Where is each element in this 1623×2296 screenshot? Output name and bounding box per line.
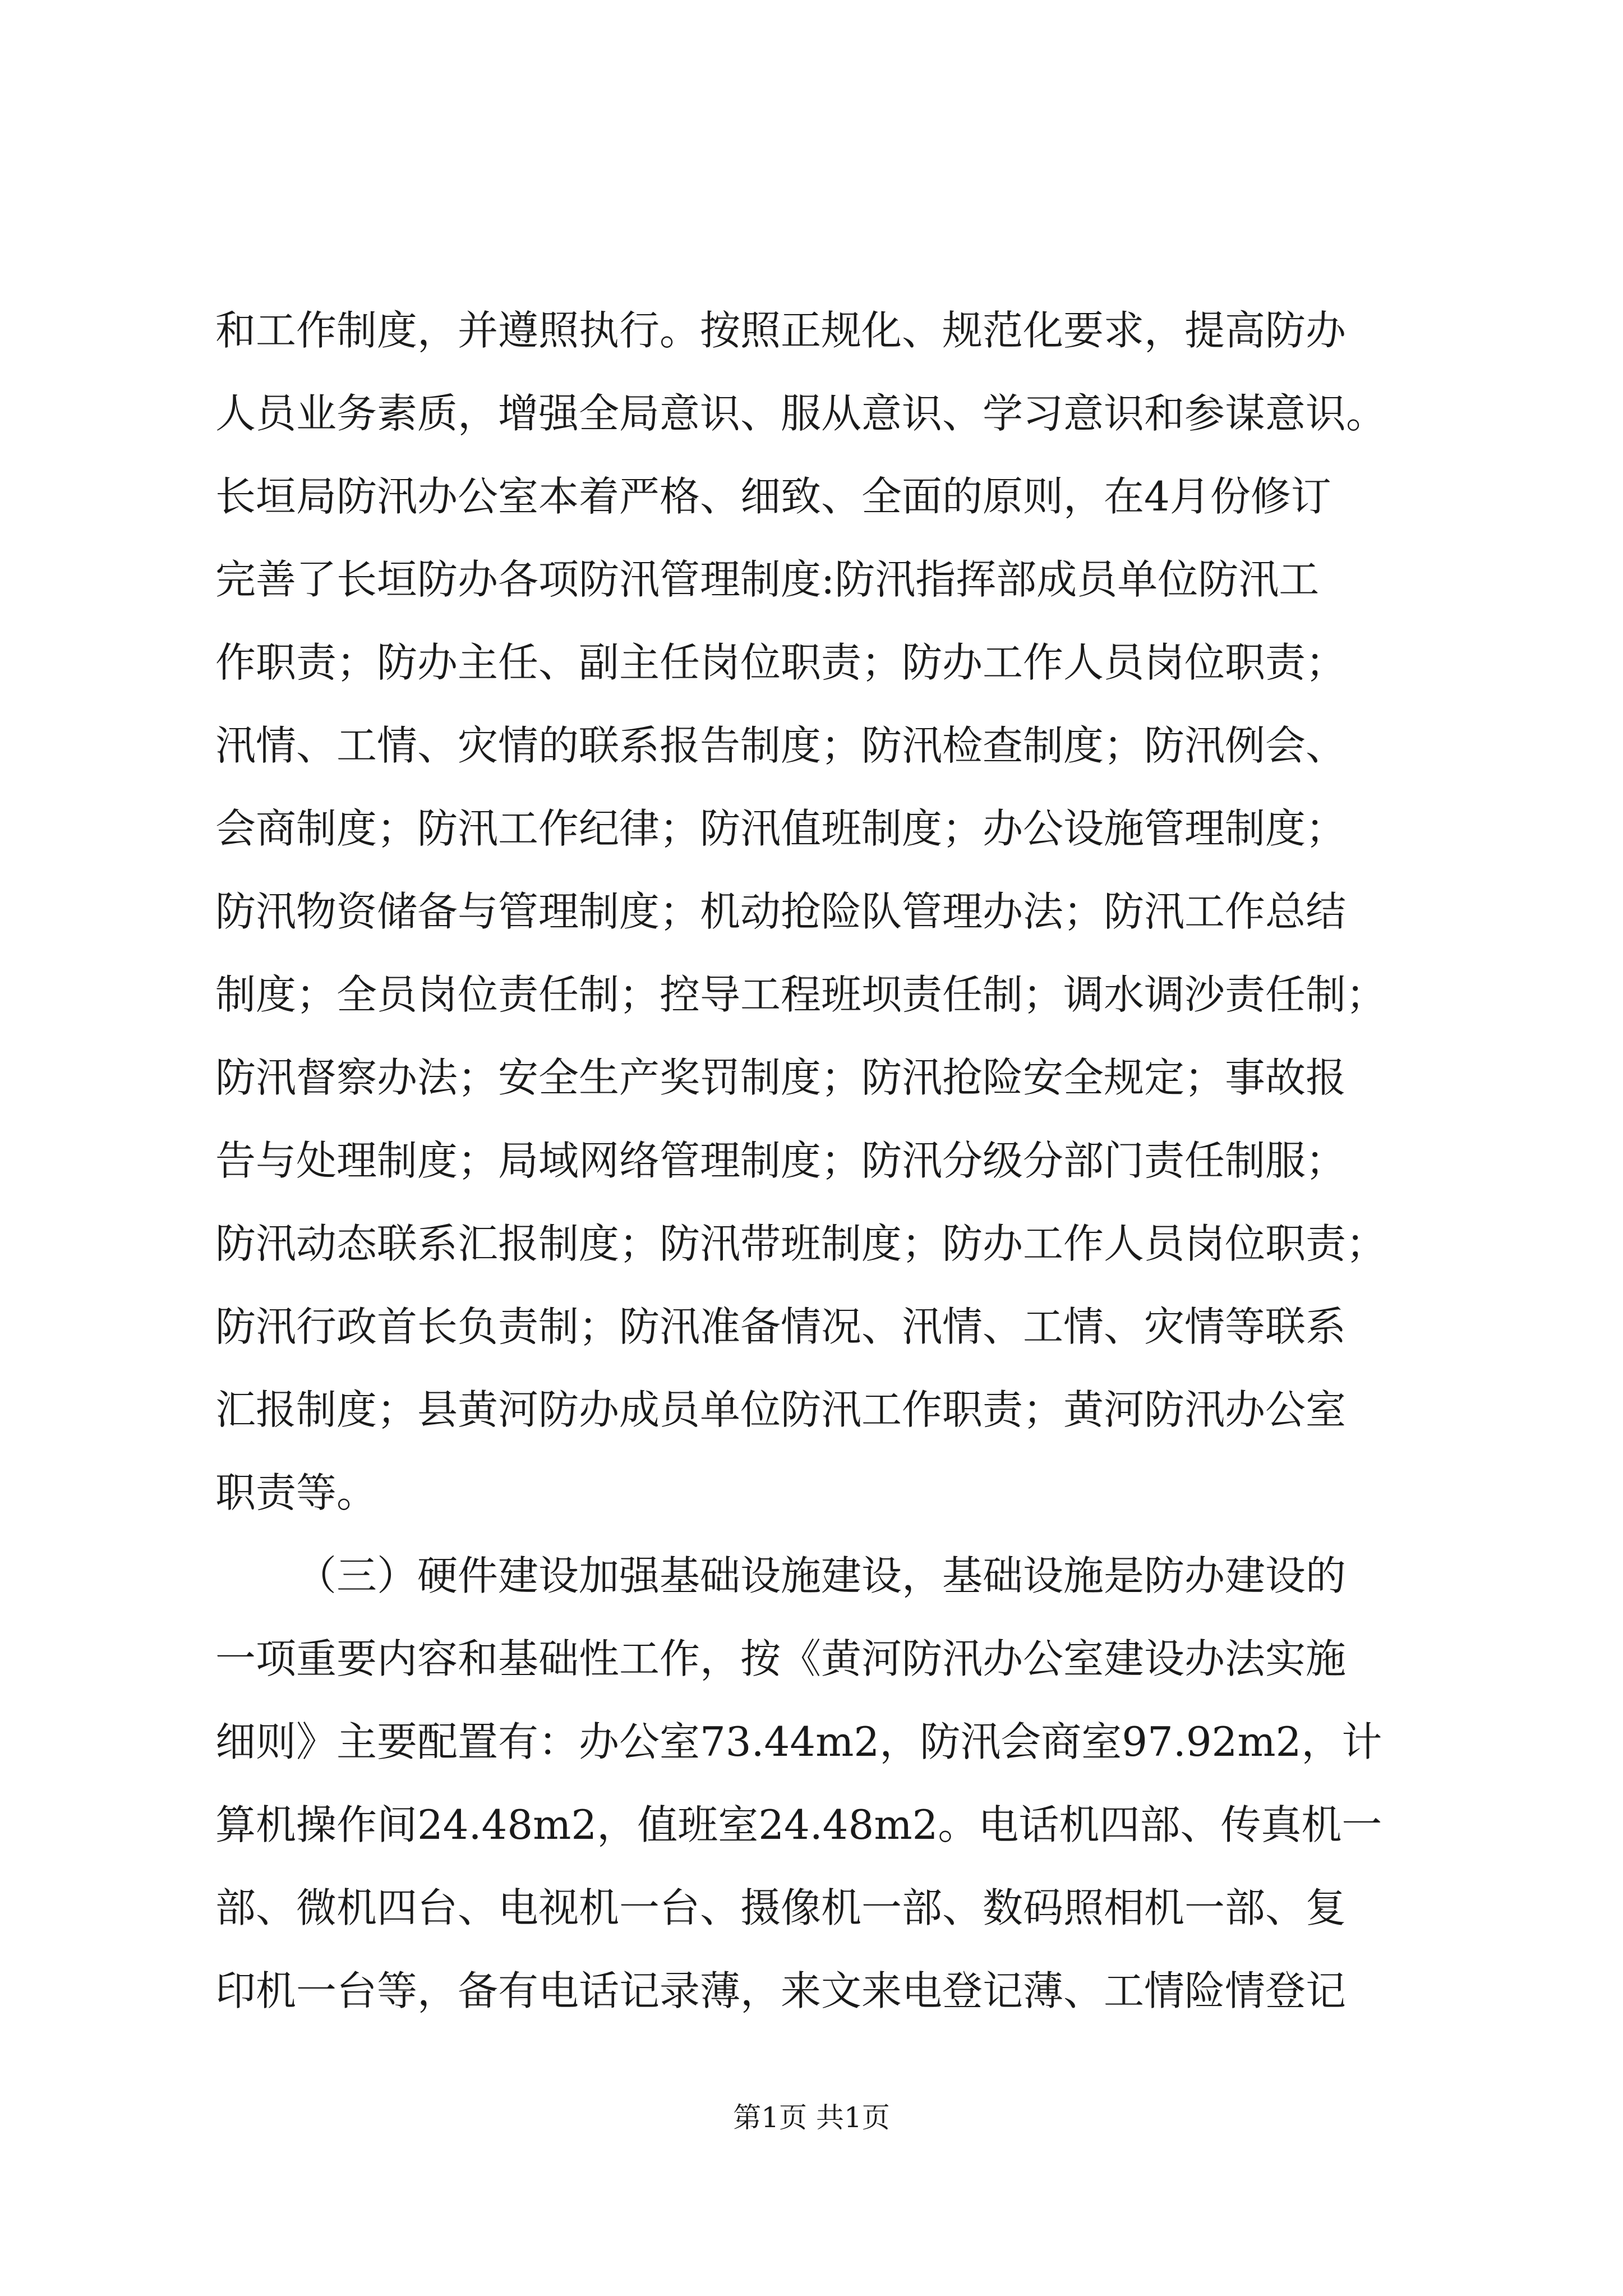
text-line: 细则》主要配置有：办公室73.44m2，防汛会商室97.92m2，计 [215, 1718, 1382, 1765]
text-line: 防汛行政首长负责制；防汛准备情况、汛情、工情、灾情等联系 [215, 1303, 1347, 1350]
page-footer [0, 2098, 1623, 2137]
text-line: 职责等。 [215, 1469, 377, 1516]
text-line: 会商制度；防汛工作纪律；防汛值班制度；办公设施管理制度； [215, 805, 1347, 852]
text-line: 汛情、工情、灾情的联系报告制度；防汛检查制度；防汛例会、 [215, 722, 1347, 769]
page-number: 第1页 共1页 [733, 2101, 890, 2134]
text-line: 汇报制度；县黄河防办成员单位防汛工作职责；黄河防汛办公室 [215, 1386, 1347, 1433]
text-line: 完善了长垣防办各项防汛管理制度:防汛指挥部成员单位防汛工 [215, 556, 1320, 603]
text-line: 印机一台等，备有电话记录薄，来文来电登记薄、工情险情登记 [215, 1967, 1347, 2014]
paragraph-first-line: （三）硬件建设加强基础设施建设，基础设施是防办建设的 [296, 1552, 1347, 1599]
body-text [215, 289, 1427, 2032]
text-line: 一项重要内容和基础性工作，按《黄河防汛办公室建设办法实施 [215, 1635, 1347, 1682]
text-line: 部、微机四台、电视机一台、摄像机一部、数码照相机一部、复 [215, 1884, 1347, 1931]
text-line: 防汛督察办法；安全生产奖罚制度；防汛抢险安全规定；事故报 [215, 1054, 1347, 1101]
text-line: 算机操作间24.48m2，值班室24.48m2。电话机四部、传真机一 [215, 1801, 1382, 1848]
text-line: 防汛物资储备与管理制度；机动抢险队管理办法；防汛工作总结 [215, 888, 1347, 935]
text-line: 和工作制度，并遵照执行。按照正规化、规范化要求，提高防办 [215, 307, 1347, 354]
text-line: 人员业务素质，增强全局意识、服从意识、学习意识和参谋意识。 [215, 390, 1387, 437]
text-line: 作职责；防办主任、副主任岗位职责；防办工作人员岗位职责； [215, 639, 1347, 686]
text-line: 制度；全员岗位责任制；控导工程班坝责任制；调水调沙责任制； [215, 971, 1387, 1018]
text-line: 长垣局防汛办公室本着严格、细致、全面的原则，在4月份修订 [215, 473, 1331, 520]
text-line: 告与处理制度；局域网络管理制度；防汛分级分部门责任制服； [215, 1137, 1347, 1184]
text-line: 防汛动态联系汇报制度；防汛带班制度；防办工作人员岗位职责； [215, 1220, 1387, 1267]
